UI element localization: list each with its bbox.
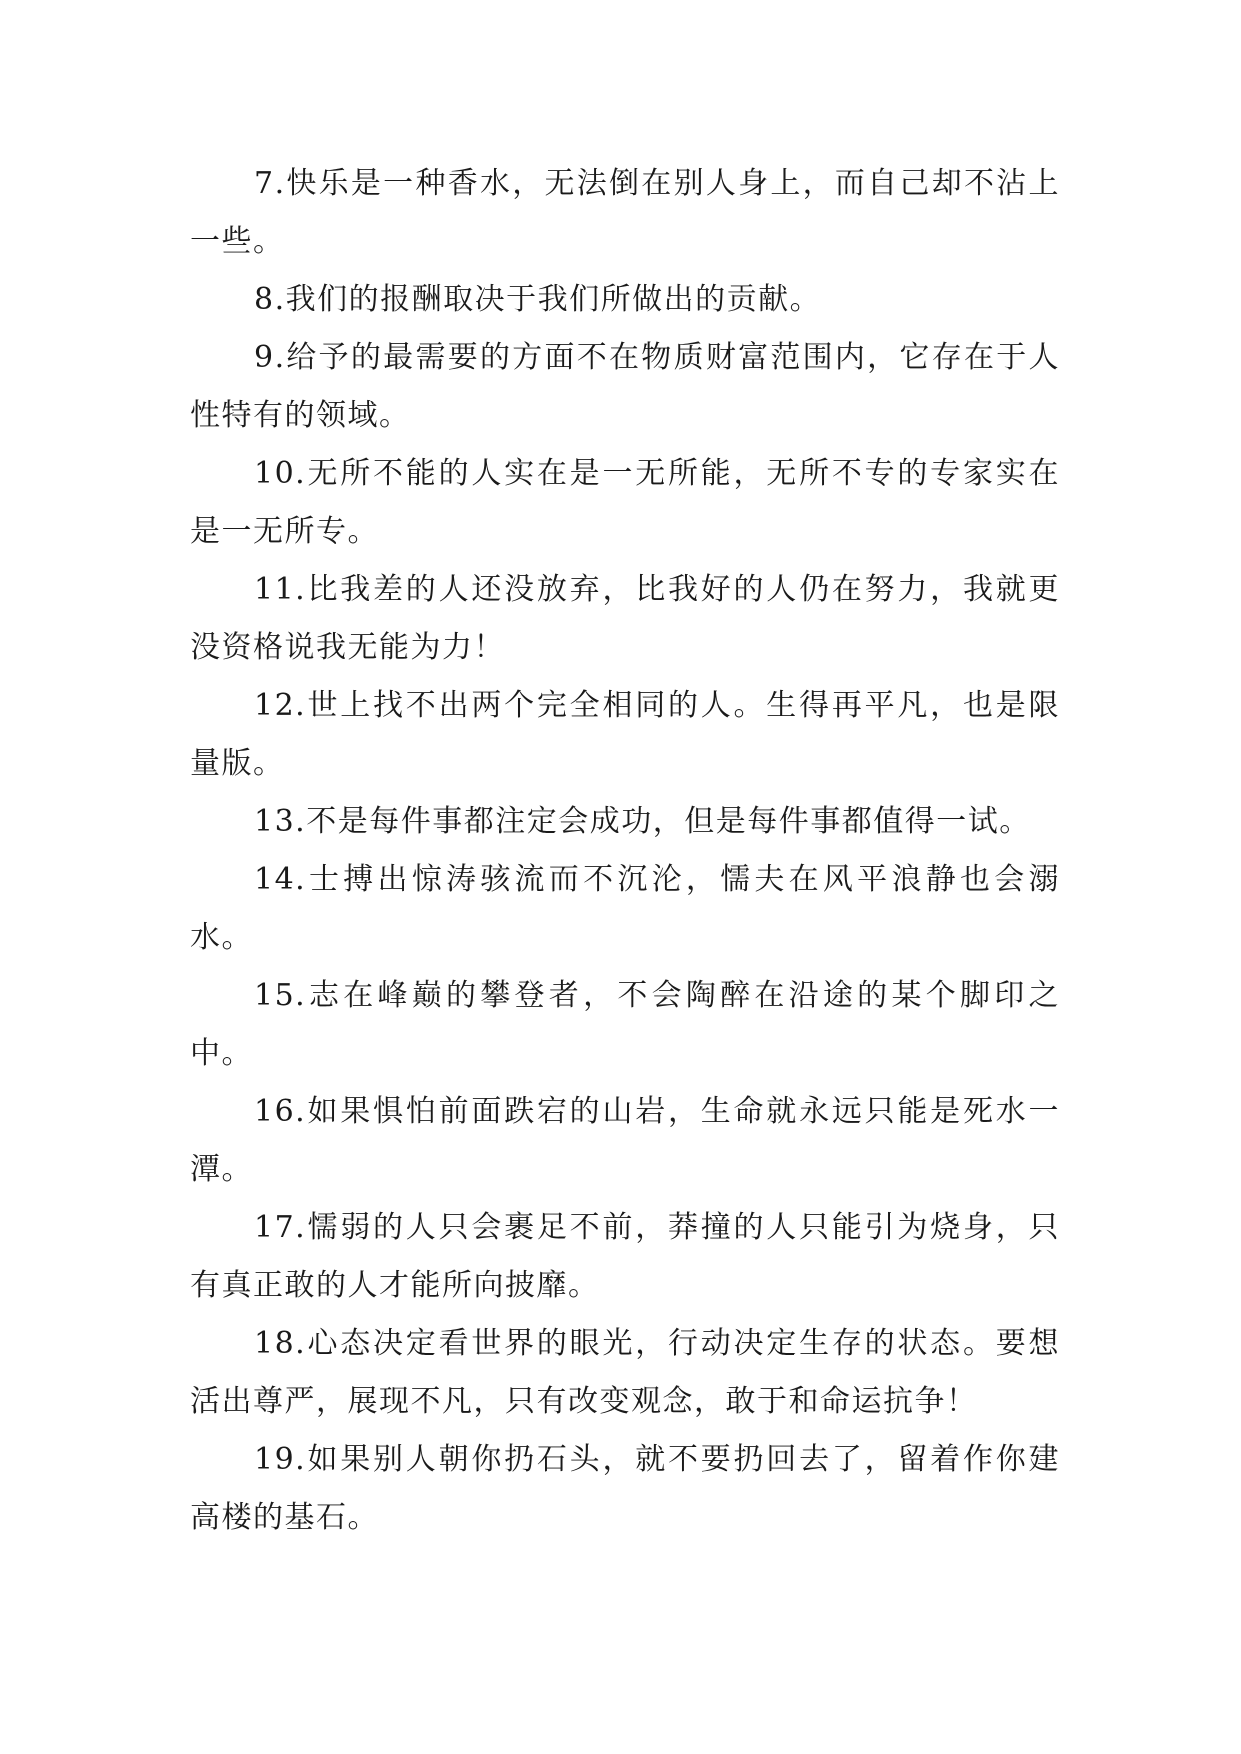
quote-paragraph-13: 13.不是每件事都注定会成功，但是每件事都值得一试。	[254, 804, 1031, 839]
quote-paragraph-17: 17.懦弱的人只会裹足不前，莽撞的人只能引为烧身，只有真正敢的人才能所向披靡。	[190, 1210, 1060, 1303]
quote-paragraph-18: 18.心态决定看世界的眼光，行动决定生存的状态。要想活出尊严，展现不凡，只有改变观念，敢于和命运抗争！	[190, 1326, 1060, 1419]
quote-paragraph-11: 11.比我差的人还没放弃，比我好的人仍在努力，我就更没资格说我无能为力！	[190, 572, 1060, 665]
quote-paragraph-19: 19.如果别人朝你扔石头，就不要扔回去了，留着作你建高楼的基石。	[190, 1442, 1060, 1535]
document-body	[190, 155, 1060, 1547]
quote-paragraph-16: 16.如果惧怕前面跌宕的山岩，生命就永远只能是死水一潭。	[190, 1094, 1060, 1187]
quote-paragraph-10: 10.无所不能的人实在是一无所能，无所不专的专家实在是一无所专。	[190, 456, 1060, 549]
quote-paragraph-14: 14.士搏出惊涛骇流而不沉沦，懦夫在风平浪静也会溺水。	[190, 862, 1060, 955]
quote-paragraph-15: 15.志在峰巅的攀登者，不会陶醉在沿途的某个脚印之中。	[190, 978, 1060, 1071]
quote-paragraph-9: 9.给予的最需要的方面不在物质财富范围内，它存在于人性特有的领域。	[190, 340, 1060, 433]
quote-paragraph-8: 8.我们的报酬取决于我们所做出的贡献。	[254, 282, 822, 317]
quote-paragraph-12: 12.世上找不出两个完全相同的人。生得再平凡，也是限量版。	[190, 688, 1060, 781]
quote-paragraph-7: 7.快乐是一种香水，无法倒在别人身上，而自己却不沾上一些。	[190, 166, 1060, 259]
